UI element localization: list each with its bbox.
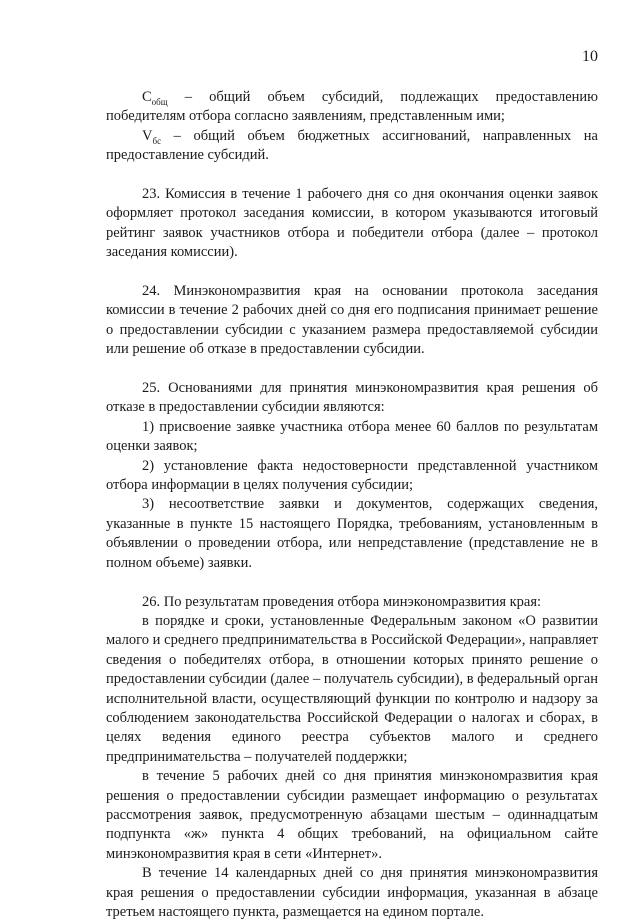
c-symbol: С [142, 89, 152, 105]
paragraph-24: 24. Минэкономразвития края на основании протокола заседания комиссии в течение 2 рабочих дней со дня его подписания принимает решение о предоставлении субсидии с указанием размера предоставляемой субсидии или решение об отказе в предоставлении субсидии. [106, 283, 598, 358]
c-subscript: общ [151, 96, 168, 107]
c-definition-text: – общий объем субсидий, подлежащих предоставлению победителям отбора согласно заявлениям, представленным ими; [106, 89, 598, 125]
paragraph-25-item-1: 1) присвоение заявке участника отбора менее 60 баллов по результатам оценки заявок; [106, 418, 598, 455]
paragraph-25-item-2: 2) установление факта недостоверности представленной участником отбора информации в целях получения субсидии; [106, 457, 598, 494]
paragraph-26-clause-b: в течение 5 рабочих дней со дня принятия минэкономразвития края решения о предоставлении субсидии размещает информацию о результатах рассмотрения заявок, предусмотренную абзацами шестым – одиннадцатым подпункта «ж» пункта 4 общих требований, на официальном сайте минэкономразвития края в сети «Интернет». [106, 768, 598, 862]
page-number: 10 [582, 48, 598, 65]
paragraph-26-clause-c: В течение 14 календарных дней со дня принятия минэкономразвития края решения о предоставлении субсидии информация, указанная в абзаце третьем настоящего пункта, размещается на едином портале. [106, 865, 598, 920]
v-definition-text: – общий объем бюджетных ассигнований, направленных на предоставление субсидий. [106, 127, 598, 164]
v-subscript: бс [152, 135, 162, 146]
paragraph-26: 26. По результатам проведения отбора минэкономразвития края: [142, 593, 542, 610]
definition-c-total [106, 88, 598, 127]
paragraph-25: 25. Основаниями для принятия минэкономразвития края решения об отказе в предоставлении субсидии являются: [106, 380, 598, 416]
paragraph-25-item-3: 3) несоответствие заявки и документов, содержащих сведения, указанные в пункте 15 настоящего Порядка, требованиям, установленным в объявлении о проведении отбора, или непредставление (представление не в полном объеме) заявки. [106, 496, 598, 571]
paragraph-26-clause-a: в порядке и сроки, установленные Федеральным законом «О развитии малого и среднего предпринимательства в Российской Федерации», направляет сведения о победителях отбора, в отношении которых принято решение о предоставлении субсидии (далее – получатель субсидии), в федеральный орган исполнительной власти, осуществляющий функции по контролю и надзору за соблюдением законодательства Российской Федерации о налогах и сборах, в целях ведения единого реестра субъектов малого и среднего предпринимательства – получателей поддержки; [106, 612, 598, 765]
v-symbol: V [142, 127, 153, 144]
document-body [106, 88, 598, 922]
definition-v-budget [106, 127, 598, 166]
paragraph-23: 23. Комиссия в течение 1 рабочего дня со дня окончания оценки заявок оформляет протокол заседания комиссии, в котором указываются итоговый рейтинг заявок участников отбора и победители отбора (далее – протокол заседания комиссии). [106, 186, 598, 261]
